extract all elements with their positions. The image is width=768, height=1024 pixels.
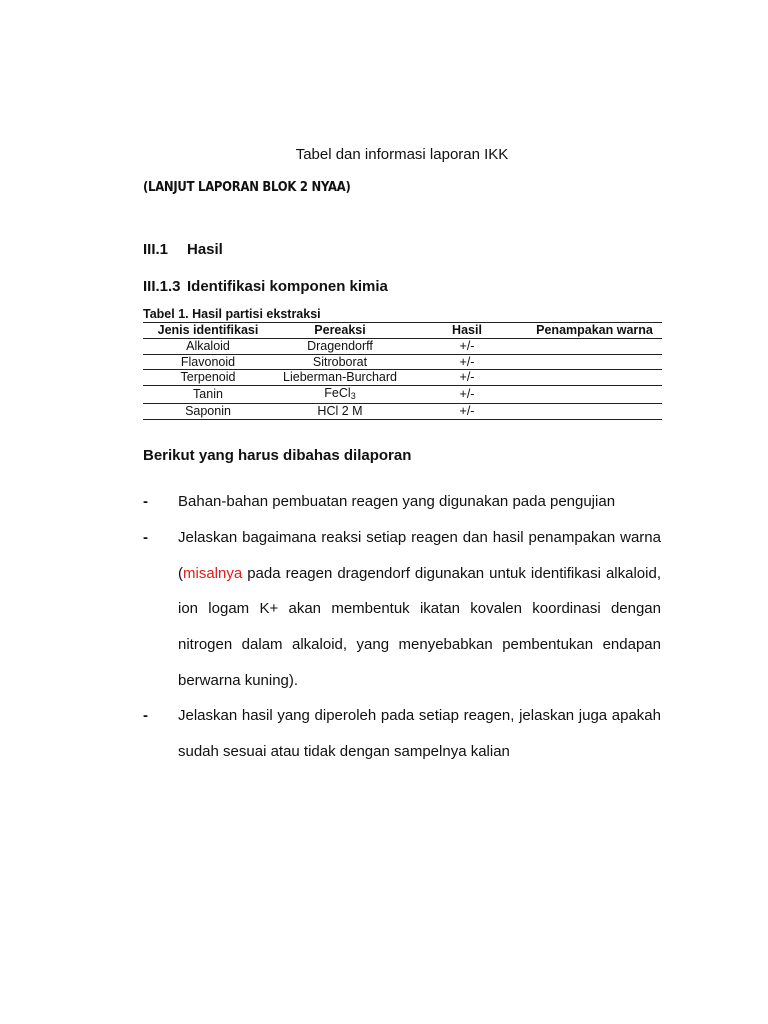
table-cell: +/- <box>407 385 527 404</box>
bullet-marker: - <box>143 493 148 510</box>
table-cell: Alkaloid <box>143 339 273 355</box>
table-cell <box>527 385 662 404</box>
subsection-heading-identifikasi <box>143 278 388 295</box>
table-cell: Flavonoid <box>143 354 273 370</box>
table-cell: +/- <box>407 354 527 370</box>
subsection-number: III.1.3 <box>143 278 181 295</box>
table-row <box>143 354 662 370</box>
highlight-word: misalnya <box>183 564 243 582</box>
bullet-marker: - <box>143 529 148 546</box>
table-cell: Tanin <box>143 385 273 404</box>
table-row <box>143 370 662 386</box>
table-header-row <box>143 323 662 339</box>
header-pereaksi: Pereaksi <box>273 323 407 339</box>
table-cell <box>527 404 662 420</box>
bullet-text: Jelaskan bagaimana reaksi setiap reagen dan hasil penampakan warna ( <box>178 529 661 582</box>
header-jenis: Jenis identifikasi <box>143 323 273 339</box>
header-penampakan: Penampakan warna <box>527 323 662 339</box>
discussion-heading: Berikut yang harus dibahas dilaporan <box>143 447 412 464</box>
table-cell: Terpenoid <box>143 370 273 386</box>
table-cell: Dragendorff <box>273 339 407 355</box>
bullet-marker: - <box>143 707 148 724</box>
table-cell: Lieberman-Burchard <box>273 370 407 386</box>
header-hasil: Hasil <box>407 323 527 339</box>
section-number: III.1 <box>143 241 169 258</box>
table-cell: +/- <box>407 404 527 420</box>
formula-text: FeCl <box>324 385 351 400</box>
section-label: Hasil <box>187 241 223 258</box>
document-title: Tabel dan informasi laporan IKK <box>295 146 509 163</box>
table-row <box>143 385 662 404</box>
table-cell: +/- <box>407 370 527 386</box>
table-cell <box>527 339 662 355</box>
formula-subscript: 3 <box>350 390 356 401</box>
table-row <box>143 404 662 420</box>
section-heading-hasil <box>143 241 223 258</box>
table-cell: Sitroborat <box>273 354 407 370</box>
table-cell: +/- <box>407 339 527 355</box>
bullet-item-hasil: Jelaskan hasil yang diperoleh pada setiap reagen, jelaskan juga apakah sudah sesuai atau tidak dengan sampelnya kalian <box>178 707 661 760</box>
subsection-label: Identifikasi komponen kimia <box>187 278 388 295</box>
table-row <box>143 339 662 355</box>
bullet-item-bahan: Bahan-bahan pembuatan reagen yang digunakan pada pengujian <box>178 493 616 510</box>
bullet-text: pada reagen dragendorf digunakan untuk identifikasi alkaloid, ion logam K+ akan membentuk ikatan kovalen koordinasi dengan nitrogen dalam alkaloid, yang menyebabkan pembentukan endapan berwarna kuning). <box>178 564 661 689</box>
document-note: (LANJUT LAPORAN BLOK 2 NYAA) <box>143 179 351 195</box>
table-cell <box>527 370 662 386</box>
table-cell <box>273 385 407 404</box>
table-cell: HCl 2 M <box>273 404 407 420</box>
results-table <box>143 322 662 420</box>
table-cell <box>527 354 662 370</box>
bullet-item-reaksi <box>178 520 661 699</box>
table-caption: Tabel 1. Hasil partisi ekstraksi <box>143 307 321 321</box>
table-cell: Saponin <box>143 404 273 420</box>
